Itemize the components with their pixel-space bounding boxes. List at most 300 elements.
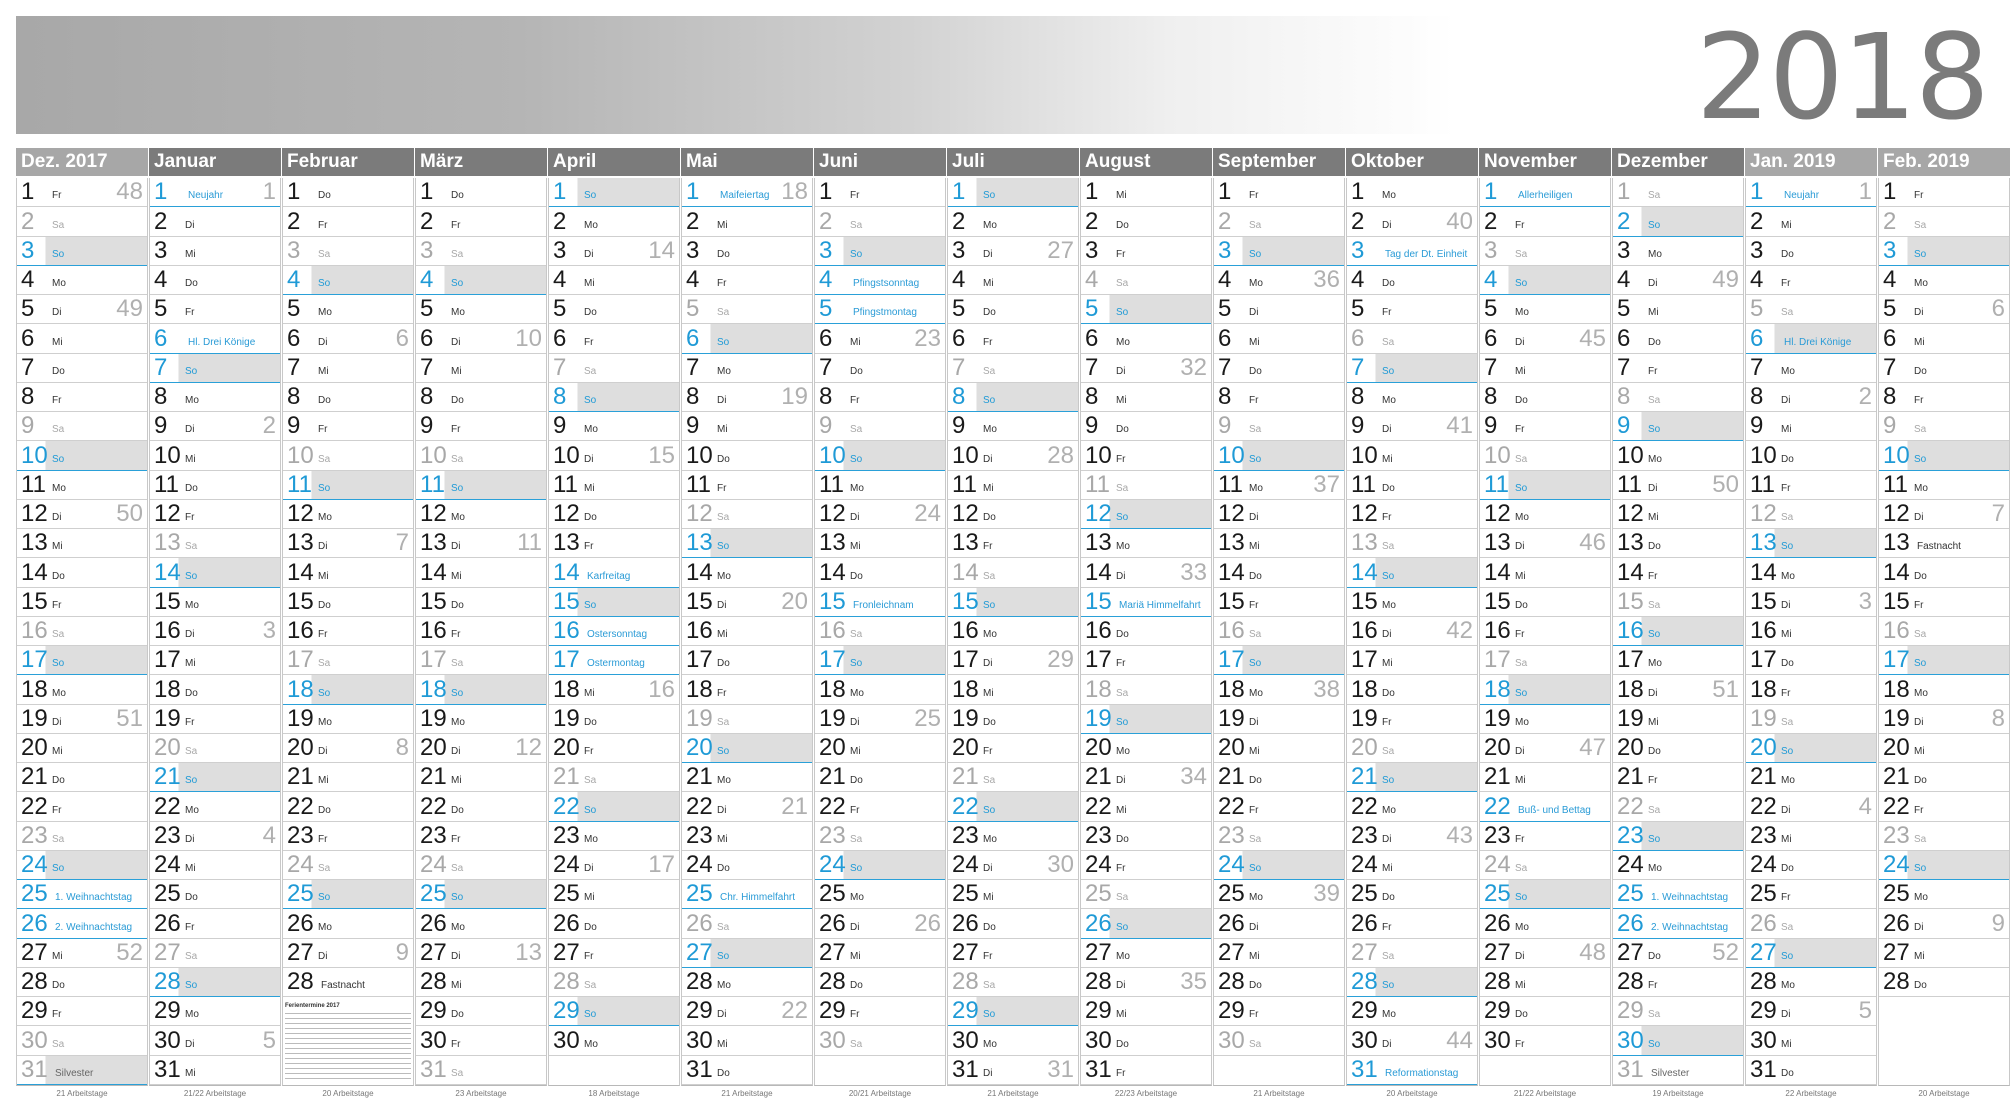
day-row [1480,588,1610,617]
weekday-label: Di [1382,219,1392,231]
weekday-label: Mo [1382,599,1396,611]
day-number: 11 [287,470,312,498]
weekday-label: Fr [1781,482,1791,494]
day-row [1879,178,2009,207]
weekday-label: Mo [1914,892,1928,904]
weekday-label: Di [451,950,461,962]
weekday-label: Fr [318,833,328,845]
day-row [948,471,1078,500]
workdays-count: 20/21 Arbeitstage [848,1089,912,1098]
day-row [1081,558,1211,587]
day-number: 3 [1617,236,1631,264]
workdays-count: 21 Arbeitstage [987,1089,1039,1098]
day-row [682,383,812,412]
day-number: 16 [686,617,713,644]
day-number: 27 [420,938,447,966]
day-row [17,880,147,909]
weekday-label: Fr [717,482,727,494]
weekday-label: Sa [983,570,996,582]
day-number: 18 [819,675,846,703]
day-number: 19 [21,704,48,732]
weekday-label: Mo [584,1038,598,1050]
day-row [150,207,280,236]
day-row [1081,705,1211,734]
weekday-label: Mi [983,892,994,904]
day-row [948,383,1078,412]
week-number: 19 [781,383,808,410]
day-number: 4 [553,266,567,293]
weekday-label: Di [451,541,461,553]
day-row [815,500,945,529]
day-row [1347,207,1477,236]
day-row [1746,412,1876,441]
day-number: 18 [287,675,314,703]
day-row [1081,646,1211,675]
weekday-label: Sa [850,1038,863,1050]
day-row [283,617,413,646]
weekday-label: Di [983,453,993,465]
day-row [1879,383,2009,412]
day-row [1613,617,1743,646]
day-row [416,324,546,353]
day-row [150,178,280,207]
weekday-label: Fr [318,219,328,231]
weekday-label: Di [1382,629,1392,640]
day-number: 5 [1218,295,1232,323]
day-row [283,763,413,792]
day-number: 9 [952,412,966,440]
month-column [1346,148,1478,1098]
weekday-label: Sa [850,219,863,231]
holiday-label: Buß- und Bettag [1518,804,1591,816]
day-row [948,1056,1078,1085]
week-number: 1 [1858,178,1872,206]
day-row [1613,471,1743,500]
day-row [948,997,1078,1026]
weekday-label: Fr [1914,599,1924,611]
weekday-label: Do [1914,980,1927,991]
weekday-label: Di [1648,482,1658,494]
day-row [1613,237,1743,266]
weekday-label: Di [185,1038,195,1050]
day-number: 10 [287,441,314,469]
month-column [1612,148,1744,1098]
day-row [1081,354,1211,383]
weekday-label: So [185,365,198,377]
weekday-label: Di [1382,424,1392,436]
day-number: 10 [1617,441,1644,469]
weekday-label: Sa [1116,687,1129,699]
day-number: 10 [154,441,181,469]
day-number: 22 [553,792,580,820]
weekday-label: Mo [1515,307,1529,319]
day-row [682,500,812,529]
day-row [150,1056,280,1085]
day-row [1347,734,1477,763]
day-number: 13 [1085,529,1112,557]
day-row [17,383,147,412]
day-number: 27 [21,938,48,966]
day-row [1746,734,1876,763]
weekday-label: Sa [983,980,996,991]
day-number: 19 [952,704,979,732]
day-row [1879,675,2009,704]
day-number: 10 [21,441,48,469]
month-header: Juni [814,148,946,176]
holiday-label: Allerheiligen [1518,190,1573,202]
day-row [416,558,546,587]
day-row [1613,997,1743,1026]
day-number: 2 [1750,207,1764,235]
day-row [815,207,945,236]
month-days [1213,178,1345,1086]
weekday-label: Di [1515,950,1525,962]
weekday-label: Mo [983,219,997,231]
weekday-label: Fr [451,833,461,845]
weekday-label: Sa [584,980,597,991]
day-number: 1 [1617,178,1631,206]
day-number: 6 [686,324,700,352]
weekday-label: Fr [983,746,993,757]
day-number: 9 [1085,412,1099,440]
day-number: 24 [420,851,447,878]
day-row [17,237,147,266]
weekday-label: Sa [1116,892,1129,904]
month-column [1213,148,1345,1098]
day-row [1214,558,1344,587]
day-number: 31 [420,1055,447,1083]
day-number: 11 [952,470,977,498]
month-header: Januar [149,148,281,176]
weekday-label: Di [318,950,328,962]
day-number: 5 [819,295,833,323]
weekday-label: Mi [717,1038,728,1050]
weekday-label: Sa [717,307,730,319]
day-number: 25 [1617,880,1644,908]
day-number: 7 [287,353,301,381]
weekday-label: Sa [1249,1038,1262,1050]
day-number: 20 [1484,734,1511,761]
weekday-label: Sa [1116,278,1129,289]
day-row [283,412,413,441]
day-number: 6 [21,324,35,352]
day-row [1347,646,1477,675]
weekday-label: Di [1116,365,1126,377]
weekday-label: So [185,980,198,991]
day-number: 19 [553,704,580,732]
week-number: 38 [1313,675,1340,703]
weekday-label: Sa [1382,950,1395,962]
day-row [150,412,280,441]
day-number: 13 [1883,529,1910,557]
week-number: 43 [1446,821,1473,849]
day-row [283,237,413,266]
day-row [1613,1026,1743,1055]
weekday-label: So [52,658,65,670]
weekday-label: Mi [1914,746,1925,757]
day-number: 6 [1085,324,1099,352]
day-row [1480,880,1610,909]
weekday-label: Di [52,512,62,523]
weekday-label: Sa [52,424,65,436]
month-header: Oktober [1346,148,1478,176]
day-row [1746,880,1876,909]
day-number: 24 [686,851,713,878]
day-number: 24 [1750,851,1777,878]
day-number: 19 [819,704,846,732]
day-row [1746,237,1876,266]
weekday-label: So [451,482,464,494]
weekday-label: Sa [1914,424,1927,436]
weekday-label: Fr [1515,1038,1525,1050]
weekday-label: So [1914,658,1927,670]
day-number: 8 [1484,383,1498,410]
day-number: 14 [1351,558,1378,586]
weekday-label: Mo [1382,1009,1396,1021]
day-number: 1 [1484,178,1498,206]
day-row [283,792,413,821]
day-row [1347,851,1477,880]
weekday-label: Fr [1648,570,1658,582]
day-row [1347,237,1477,266]
day-number: 22 [420,792,447,820]
day-row [1480,734,1610,763]
day-row [1480,412,1610,441]
day-row [283,822,413,851]
weekday-label: Di [52,716,62,728]
day-row [1746,675,1876,704]
day-number: 11 [553,470,578,498]
day-row [1214,178,1344,207]
day-number: 19 [686,704,713,732]
weekday-label: Fr [1116,248,1126,260]
weekday-label: Fr [1914,395,1924,406]
week-number: 16 [648,675,675,703]
day-number: 17 [420,646,447,674]
day-row [1214,383,1344,412]
day-row [815,529,945,558]
day-number: 8 [1883,383,1897,410]
day-number: 11 [1484,470,1509,498]
day-number: 16 [952,617,979,644]
month-column [1479,148,1611,1098]
day-row [1480,500,1610,529]
day-number: 19 [287,704,314,732]
weekday-label: Mi [451,570,462,582]
day-number: 14 [686,558,713,586]
weekday-label: Mi [1249,950,1260,962]
day-number: 16 [1085,617,1112,644]
workdays-count: 18 Arbeitstage [588,1089,640,1098]
day-row [416,441,546,470]
weekday-label: So [1914,248,1927,260]
day-row [1480,705,1610,734]
day-row [17,558,147,587]
day-row [283,295,413,324]
day-row [1613,412,1743,441]
weekday-label: Do [318,395,331,406]
weekday-label: So [451,892,464,904]
day-number: 18 [553,675,580,703]
day-number: 17 [952,646,979,674]
day-row [1613,880,1743,909]
weekday-label: Sa [52,629,65,640]
holiday-label: Reformationstag [1385,1067,1459,1079]
day-row [1214,471,1344,500]
day-number: 10 [1484,441,1511,469]
day-number: 16 [553,617,580,644]
weekday-label: Do [584,512,597,523]
weekday-label: Mi [185,1067,196,1079]
weekday-label: Sa [52,833,65,845]
day-number: 18 [1484,675,1511,703]
day-number: 9 [686,412,700,440]
day-row [17,1056,147,1085]
day-row [1347,588,1477,617]
weekday-label: Sa [1382,541,1395,553]
day-note: Silvester [1651,1067,1690,1079]
day-number: 17 [1883,646,1910,674]
holiday-dates-line [285,1065,411,1069]
day-row [948,675,1078,704]
weekday-label: Mo [1116,336,1130,348]
day-number: 18 [21,675,48,703]
day-row [416,1026,546,1055]
weekday-label: So [451,278,464,289]
weekday-label: Do [318,804,331,816]
day-number: 23 [420,821,447,849]
day-number: 26 [21,909,48,937]
day-number: 25 [154,880,181,908]
week-number: 9 [395,938,409,966]
weekday-label: Mo [1648,248,1662,260]
day-row [150,617,280,646]
holiday-label: Pfingstsonntag [853,278,920,289]
weekday-label: Di [983,1067,993,1079]
day-row [948,705,1078,734]
day-row [1081,851,1211,880]
day-row [948,529,1078,558]
weekday-label: Di [983,248,993,260]
day-row [1613,207,1743,236]
weekday-label: Fr [1116,658,1126,670]
weekday-label: So [1914,453,1927,465]
weekday-label: Sa [451,248,464,260]
day-number: 10 [1883,441,1910,469]
day-row [150,1026,280,1055]
day-number: 5 [686,295,700,323]
day-number: 2 [21,207,35,235]
weekday-label: Do [185,482,198,494]
day-row [1347,939,1477,968]
day-number: 2 [1218,207,1232,235]
day-row [1347,529,1477,558]
weekday-label: Mo [1116,950,1130,962]
day-number: 13 [819,529,846,557]
weekday-label: Do [584,921,597,933]
day-number: 23 [819,821,846,849]
weekday-label: Sa [584,775,597,787]
day-row [1613,324,1743,353]
holiday-dates-line [285,1075,411,1079]
day-number: 23 [1218,821,1245,849]
weekday-label: Mi [1249,746,1260,757]
day-number: 30 [553,1026,580,1054]
day-number: 28 [1085,968,1112,995]
day-row [1879,646,2009,675]
day-number: 11 [154,470,179,498]
day-row [1746,354,1876,383]
day-number: 29 [1750,997,1777,1025]
weekday-label: So [850,658,863,670]
day-number: 3 [1750,236,1764,264]
day-number: 3 [1883,236,1897,264]
day-number: 19 [1484,704,1511,732]
day-row [1347,617,1477,646]
day-number: 21 [1085,763,1112,791]
day-row [416,412,546,441]
day-number: 10 [952,441,979,469]
header-banner [16,16,1456,134]
day-number: 16 [1218,617,1245,644]
day-number: 26 [1617,909,1644,937]
day-number: 9 [1351,412,1365,440]
day-number: 31 [952,1055,979,1083]
day-row [1480,646,1610,675]
week-number: 44 [1446,1026,1473,1054]
day-row [150,734,280,763]
day-number: 21 [1351,763,1378,791]
day-row [17,529,147,558]
day-number: 1 [952,178,966,206]
day-row [1613,383,1743,412]
day-row [682,968,812,997]
day-row [682,412,812,441]
weekday-label: Fr [1914,804,1924,816]
holiday-dates-table [285,1003,411,1083]
day-number: 29 [21,997,48,1025]
holiday-label: Ostersonntag [587,629,648,640]
week-number: 45 [1579,324,1606,352]
day-number: 22 [952,792,979,820]
day-row [1214,734,1344,763]
day-number: 5 [1484,295,1498,323]
day-number: 1 [1085,178,1099,206]
day-row [1480,558,1610,587]
day-number: 22 [1484,792,1511,820]
day-number: 16 [819,617,846,644]
day-row [283,471,413,500]
weekday-label: Fr [1914,190,1924,202]
day-row [1347,441,1477,470]
weekday-label: Fr [717,687,727,699]
day-row [283,705,413,734]
weekday-label: Fr [451,629,461,640]
weekday-label: So [717,541,730,553]
day-number: 6 [819,324,833,352]
day-row [815,441,945,470]
day-row [815,237,945,266]
day-number: 31 [1617,1055,1644,1083]
holiday-label: 1. Weihnachtstag [1651,892,1729,904]
day-number: 4 [686,266,700,293]
day-number: 8 [420,383,434,410]
weekday-label: Di [318,541,328,553]
weekday-label: Mi [451,775,462,787]
day-row [549,997,679,1026]
day-number: 2 [952,207,966,235]
day-number: 22 [1617,792,1644,820]
